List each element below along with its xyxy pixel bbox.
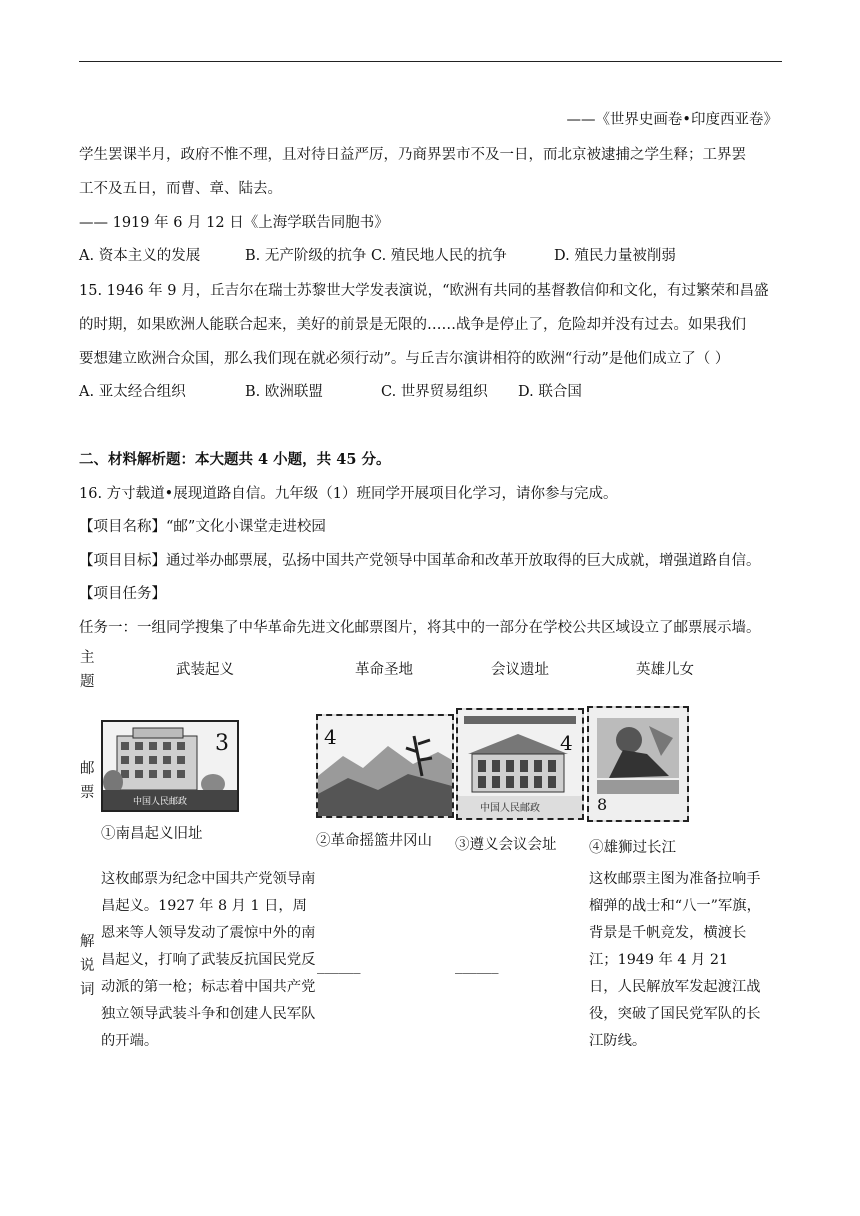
quote-line-2: 工不及五日，而曹、章、陆去。 (79, 181, 282, 197)
caption-crossing-yangtze: ④雄狮过长江 (589, 840, 676, 856)
q16-intro: 16. 方寸载道•展现道路自信。九年级（1）班同学开展项目化学习，请你参与完成。 (79, 486, 618, 502)
stamp-zunyi-meeting-site[interactable] (456, 708, 584, 820)
q15-line-1: 15. 1946 年 9 月，丘吉尔在瑞士苏黎世大学发表演说，“欧洲有共同的基督教信仰和文化，有过繁荣和昌盛 (79, 283, 769, 299)
q15-line-3: 要想建立欧洲合众国，那么我们现在就必须行动”。与丘吉尔演讲相符的欧洲“行动”是他们成立了（ ） (79, 351, 730, 367)
stamp-soldier-icon (589, 708, 687, 820)
row-label-description: 解说词 (80, 934, 95, 998)
description-blank-jinggangshan[interactable]: ______ (317, 958, 361, 974)
svg-text:8: 8 (597, 795, 608, 814)
project-goal: 【项目目标】通过举办邮票展，弘扬中国共产党领导中国革命和改革开放取得的巨大成就，增强道路自信。 (79, 553, 761, 569)
description-crossing-yangtze: 这枚邮票主图为准备拉响手榴弹的战士和“八一”军旗，背景是千帆竞发，横渡长江；1949 年 4 月 21 日，人民解放军发起渡江战役，突破了国民党军队的长江防线。 (589, 871, 761, 1049)
theme-armed-uprising: 武装起义 (176, 662, 234, 678)
caption-nanchang: ①南昌起义旧址 (101, 826, 203, 842)
q15-option-c[interactable]: C. 世界贸易组织 (381, 384, 488, 400)
description-blank-zunyi[interactable]: ______ (455, 958, 499, 974)
section-2-title: 二、材料解析题：本大题共 4 小题，共 45 分。 (79, 451, 391, 468)
q14-option-a[interactable]: A. 资本主义的发展 (79, 248, 201, 264)
row-label-stamp: 邮票 (80, 761, 95, 801)
caption-zunyi: ③遵义会议会址 (455, 837, 557, 853)
q15-option-a[interactable]: A. 亚太经合组织 (79, 384, 186, 400)
stamp-building-icon (103, 722, 237, 810)
stamp-nanchang-uprising-site[interactable] (101, 720, 239, 812)
task-one: 任务一：一组同学搜集了中华革命先进文化邮票图片，将其中的一部分在学校公共区域设立了邮票展示墙。 (79, 620, 761, 636)
header-rule (79, 61, 782, 62)
project-name: 【项目名称】“邮”文化小课堂走进校园 (79, 519, 326, 535)
stamp-mountain-icon (318, 716, 452, 816)
theme-heroic-sons-daughters: 英雄儿女 (636, 662, 694, 678)
svg-text:3: 3 (215, 731, 229, 756)
theme-revolutionary-holy-land: 革命圣地 (355, 662, 413, 678)
q15-options (79, 382, 582, 402)
svg-text:中国人民邮政: 中国人民邮政 (480, 803, 540, 814)
q14-option-c[interactable]: C. 殖民地人民的抗争 (371, 248, 507, 264)
stamp-jinggangshan[interactable] (316, 714, 454, 818)
q15-option-b[interactable]: B. 欧洲联盟 (245, 384, 323, 400)
source-citation-1: ——《世界史画卷•印度西亚卷》 (566, 112, 778, 128)
q14-options (79, 246, 676, 266)
svg-text:4: 4 (560, 731, 573, 755)
description-nanchang: 这枚邮票为纪念中国共产党领导南昌起义。1927 年 8 月 1 日，周恩来等人领导发动了震惊中外的南昌起义，打响了武装反抗国民党反动派的第一枪；标志着中国共产党独立领导武装斗争和创建人民军队的开端。 (101, 871, 316, 1049)
theme-meeting-site: 会议遗址 (491, 662, 549, 678)
q14-option-d[interactable]: D. 殖民力量被削弱 (554, 248, 676, 264)
row-label-theme: 主题 (80, 650, 95, 690)
project-task: 【项目任务】 (79, 586, 166, 602)
q14-option-b[interactable]: B. 无产阶级的抗争 (245, 248, 367, 264)
svg-text:4: 4 (324, 725, 337, 749)
q15-option-d[interactable]: D. 联合国 (518, 384, 582, 400)
quote-line-1: 学生罢课半月，政府不惟不理，且对待日益严厉，乃商界罢市不及一日，而北京被逮捕之学生释；工界罢 (79, 147, 746, 163)
stamp-house-icon (458, 710, 582, 818)
svg-text:中国人民邮政: 中国人民邮政 (133, 797, 188, 807)
caption-jinggangshan: ②革命摇篮井冈山 (316, 833, 432, 849)
source-citation-2: —— 1919 年 6 月 12 日《上海学联告同胞书》 (79, 215, 389, 231)
q15-line-2: 的时期，如果欧洲人能联合起来，美好的前景是无限的……战争是停止了，危险却并没有过去。如果我们 (79, 317, 746, 333)
stamp-crossing-yangtze[interactable] (587, 706, 689, 822)
